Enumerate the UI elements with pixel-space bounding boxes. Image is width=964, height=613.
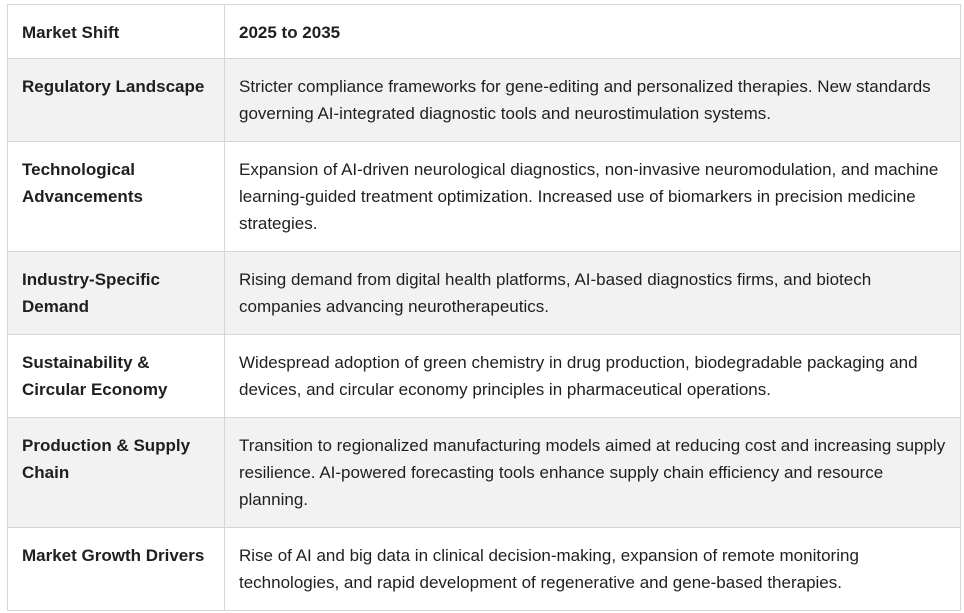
row-description: Stricter compliance frameworks for gene-editing and personalized therapies. New standards governing AI-integrated diagnostic tools and neurostimulation systems. <box>225 59 961 142</box>
row-description: Expansion of AI-driven neurological diagnostics, non-invasive neuromodulation, and machine learning-guided treatment optimization. Increased use of biomarkers in precision medicine strategies. <box>225 142 961 252</box>
table-row <box>8 418 961 528</box>
header-period: 2025 to 2035 <box>225 5 961 59</box>
header-market-shift: Market Shift <box>8 5 225 59</box>
row-description: Rising demand from digital health platforms, AI-based diagnostics firms, and biotech companies advancing neurotherapeutics. <box>225 252 961 335</box>
row-description: Rise of AI and big data in clinical decision-making, expansion of remote monitoring technologies, and rapid development of regenerative and gene-based therapies. <box>225 528 961 611</box>
table-body <box>8 59 961 611</box>
market-shift-table <box>7 4 961 611</box>
market-shift-table-container <box>7 4 960 611</box>
row-label: Technological Advancements <box>8 142 225 252</box>
row-label: Production & Supply Chain <box>8 418 225 528</box>
row-label: Sustainability & Circular Economy <box>8 335 225 418</box>
table-row <box>8 142 961 252</box>
table-row <box>8 59 961 142</box>
table-row <box>8 528 961 611</box>
row-label: Industry-Specific Demand <box>8 252 225 335</box>
row-label: Market Growth Drivers <box>8 528 225 611</box>
row-description: Widespread adoption of green chemistry in drug production, biodegradable packaging and devices, and circular economy principles in pharmaceutical operations. <box>225 335 961 418</box>
table-header <box>8 5 961 59</box>
table-row <box>8 335 961 418</box>
header-row <box>8 5 961 59</box>
row-label: Regulatory Landscape <box>8 59 225 142</box>
row-description: Transition to regionalized manufacturing models aimed at reducing cost and increasing supply resilience. AI-powered forecasting tools enhance supply chain efficiency and resource planning. <box>225 418 961 528</box>
table-row <box>8 252 961 335</box>
